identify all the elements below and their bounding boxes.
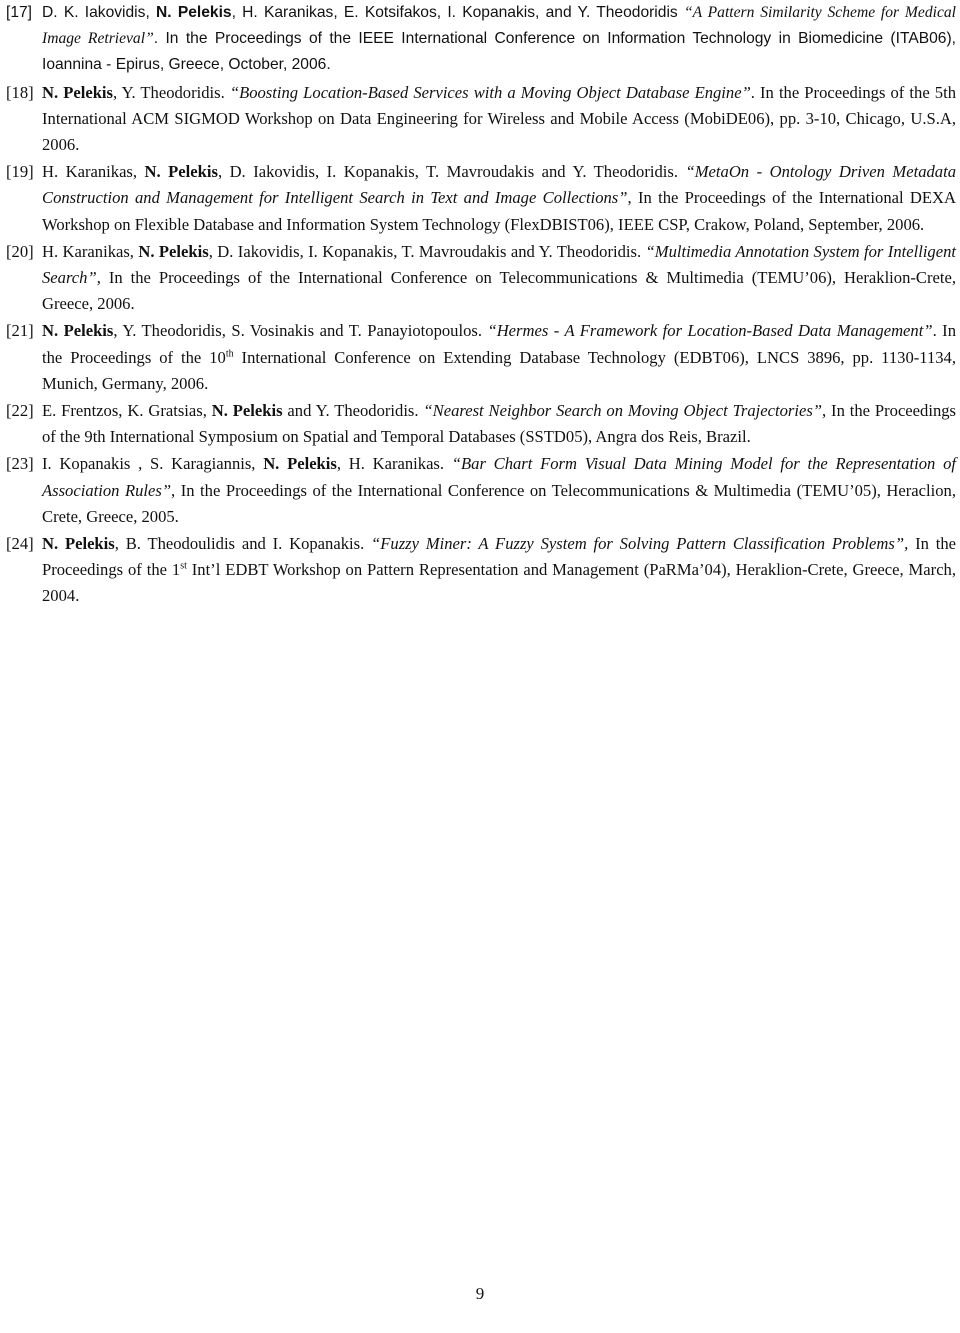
reference-23 (6, 451, 956, 530)
reference-17 (6, 0, 956, 79)
reference-title: “Fuzzy Miner: A Fuzzy System for Solving Pattern Classification Problems”, (371, 534, 909, 554)
reference-authors: H. Karanikas, (42, 162, 145, 182)
reference-text (42, 0, 956, 79)
reference-number: [21] (6, 321, 34, 341)
reference-authors: I. Kopanakis , S. Karagiannis, (42, 454, 264, 474)
reference-author-highlight: N. Pelekis (42, 82, 113, 102)
reference-authors: , Y. Theodoridis. (113, 82, 230, 102)
reference-venue: In the Proceedings of the 1 (42, 534, 956, 580)
reference-19 (6, 159, 956, 238)
reference-21 (6, 318, 956, 397)
reference-authors: , H. Karanikas. (336, 454, 452, 474)
reference-number: [19] (6, 162, 34, 182)
reference-number: [24] (6, 534, 34, 554)
reference-authors: , B. Theodoulidis and I. Kopanakis. (114, 534, 372, 554)
reference-22 (6, 398, 956, 450)
reference-authors: , H. Karanikas, E. Kotsifakos, I. Kopanakis, and Y. Theodoridis (231, 4, 684, 21)
reference-number: [17] (6, 4, 33, 21)
reference-number: [18] (6, 82, 34, 102)
reference-title: “Bar Chart Form Visual Data Mining Model for the Representation of Association Rules” (42, 454, 956, 500)
reference-title: “Nearest Neighbor Search on Moving Object Trajectories” (423, 401, 823, 421)
reference-author-highlight: N. Pelekis (138, 241, 209, 261)
reference-title: “A Pattern Similarity Scheme for Medical Image Retrieval” (42, 4, 956, 48)
reference-text (42, 318, 956, 397)
reference-author-highlight: N. Pelekis (211, 401, 283, 421)
reference-author-highlight: N. Pelekis (42, 321, 114, 341)
reference-title: “Hermes - A Framework for Location-Based Data Management” (487, 321, 933, 341)
reference-number: [23] (6, 454, 34, 474)
reference-venue: International Conference on Extending Database Technology (EDBT06), LNCS 3896, pp. 1130-1134, Munich, Germany, 2006. (42, 347, 956, 393)
ordinal-superscript: th (225, 348, 234, 360)
reference-number: [20] (6, 241, 34, 261)
reference-list (6, 0, 956, 610)
reference-authors: , Y. Theodoridis, S. Vosinakis and T. Panayiotopoulos. (113, 321, 488, 341)
reference-venue: , In the Proceedings of the International Conference on Telecommunications & Multimedia (TEMU’06), Heraklion-Crete, Greece, 2006. (42, 268, 956, 314)
reference-authors: H. Karanikas, (42, 241, 139, 261)
reference-text (42, 531, 956, 610)
reference-venue: . In the Proceedings of the 10 (42, 321, 956, 367)
reference-venue: , In the Proceedings of the International DEXA Workshop on Flexible Database and Information System Technology (FlexDBIST06), IEEE CSP, Crakow, Poland, September, 2006. (42, 188, 956, 234)
reference-title: “Multimedia Annotation System for Intelligent Search” (42, 241, 956, 288)
reference-venue: , In the Proceedings of the International Conference on Telecommunications & Multimedia (TEMU’05), Heraclion, Crete, Greece, 2005. (42, 480, 956, 526)
reference-authors: E. Frentzos, K. Gratsias, (42, 401, 212, 421)
reference-text (42, 451, 956, 530)
reference-24 (6, 531, 956, 610)
reference-venue: . In the Proceedings of the 5th International ACM SIGMOD Workshop on Data Engineering for Wireless and Mobile Access (MobiDE06), pp. 3-10, Chicago, U.S.A, 2006. (42, 82, 956, 155)
reference-authors: , D. Iakovidis, I. Kopanakis, T. Mavroudakis and Y. Theodoridis. (217, 162, 686, 182)
reference-title: “MetaOn - Ontology Driven Metadata Construction and Management for Intelligent Search in Text and Image Collections” (42, 162, 957, 208)
reference-text (42, 398, 956, 450)
reference-20 (6, 239, 956, 318)
reference-text (42, 80, 956, 159)
reference-author-highlight: N. Pelekis (42, 534, 115, 554)
reference-number: [22] (6, 401, 34, 421)
ordinal-superscript: st (180, 560, 187, 572)
reference-author-highlight: N. Pelekis (144, 162, 218, 182)
reference-authors: D. K. Iakovidis, (42, 4, 157, 21)
reference-venue: . In the Proceedings of the IEEE International Conference on Information Technology in Biomedicine (ITAB06), Ioannina - Epirus, Greece, October, 2006. (42, 30, 957, 74)
reference-text (42, 239, 956, 318)
reference-author-highlight: N. Pelekis (263, 454, 337, 474)
reference-title: “Boosting Location-Based Services with a Moving Object Database Engine” (229, 82, 751, 102)
reference-authors: and Y. Theodoridis. (282, 401, 424, 421)
reference-venue: , In the Proceedings of the 9th International Symposium on Spatial and Temporal Databases (SSTD05), Angra dos Reis, Brazil. (42, 401, 956, 447)
reference-authors: , D. Iakovidis, I. Kopanakis, T. Mavroudakis and Y. Theodoridis. (208, 241, 646, 261)
page-number: 9 (475, 1284, 485, 1303)
reference-author-highlight: N. Pelekis (156, 4, 232, 21)
reference-venue: Int’l EDBT Workshop on Pattern Representation and Management (PaRMa’04), Heraklion-Crete, Greece, March, 2004. (42, 560, 957, 606)
reference-18 (6, 80, 956, 159)
reference-text (42, 159, 956, 238)
